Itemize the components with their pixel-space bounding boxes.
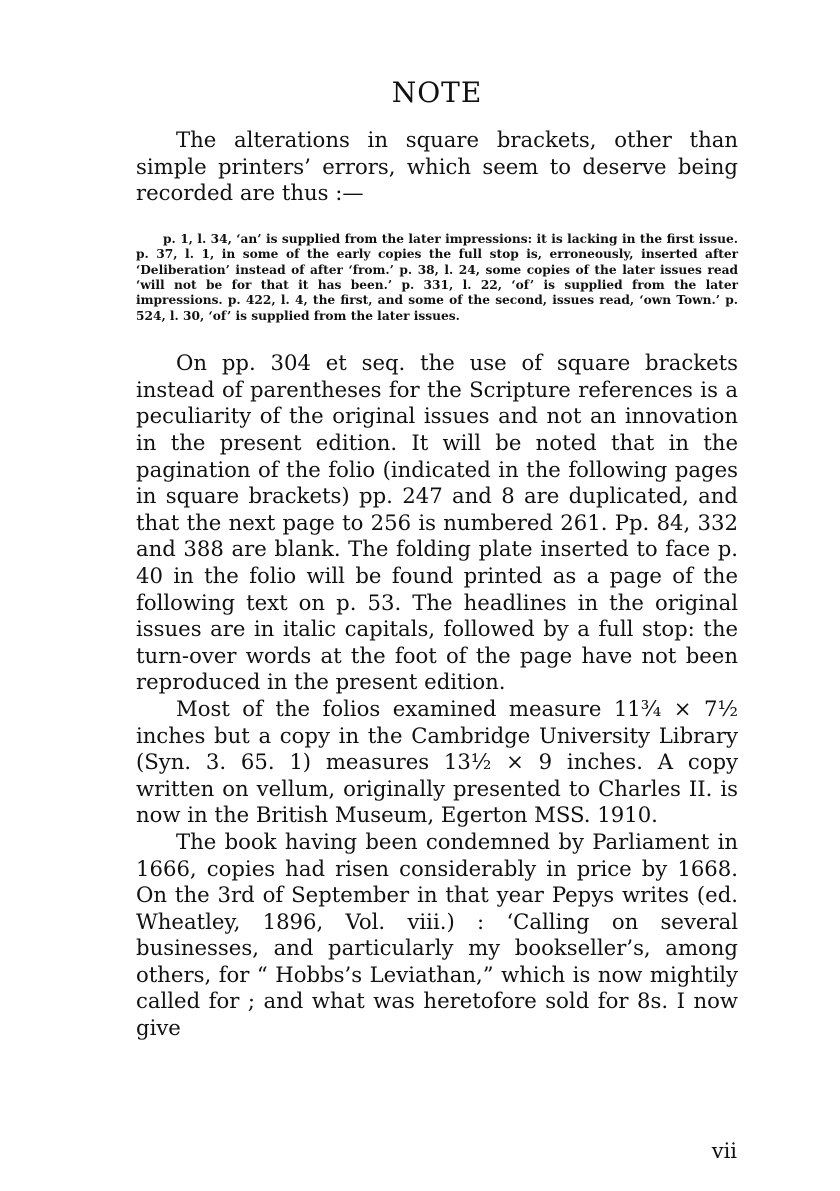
errata-paragraph: p. 1, l. 34, ‘an’ is supplied from the later impressions: it is lacking in the first issue. p. 37, l. 1, in some of the early copies the full stop is, erroneously, inserted after ‘Deliberation’ instead of after ‘from.’ p. 38, l. 24, some copies of the later issues read ‘will not be for that it has been.’ p. 331, l. 22, ‘of’ is supplied from the later impressions. p. 422, l. 4, the first, and some of the second, issues read, ‘own Town.’ p. 524, l. 30, ‘of’ is supplied from the later issues. xyxy=(136,231,738,323)
page-title: NOTE xyxy=(391,76,483,109)
errata-notes xyxy=(136,232,738,324)
page-content xyxy=(136,76,738,1042)
paragraph-brackets: On pp. 304 et seq. the use of square brackets instead of parentheses for the Scripture references is a peculiarity of the original issues and not an innovation in the present edition. It will be noted that in the pagination of the folio (indicated in the following pages in square brackets) pp. 247 and 8 are duplicated, and that the next page to 256 is numbered 261. Pp. 84, 332 and 388 are blank. The folding plate inserted to face p. 40 in the folio will be found printed as a page of the following text on p. 53. The headlines in the original issues are in italic capitals, followed by a full stop: the turn-over words at the foot of the page have not been reproduced in the present edition. xyxy=(136,350,738,695)
paragraph-condemned: The book having been condemned by Parliament in 1666, copies had risen considerably in price by 1668. On the 3rd of September in that year Pepys writes (ed. Wheatley, 1896, Vol. viii.) : ‘Calling on several businesses, and particularly my bookseller’s, among others, for “ Hobbs’s Leviathan,” which is now mightily called for ; and what was heretofore sold for 8s. I now give xyxy=(136,828,738,1041)
page-number: vii xyxy=(711,1139,737,1163)
intro-paragraph: The alterations in square brackets, other than simple printers’ errors, which seem to deserve being recorded are thus :— xyxy=(136,127,738,206)
body-text xyxy=(136,350,738,1041)
paragraph-folio-sizes: Most of the folios examined measure 11¾ × 7½ inches but a copy in the Cambridge University Library (Syn. 3. 65. 1) measures 13½ × 9 inches. A copy written on vellum, originally presented to Charles II. is now in the British Museum, Egerton MSS. 1910. xyxy=(136,695,738,828)
